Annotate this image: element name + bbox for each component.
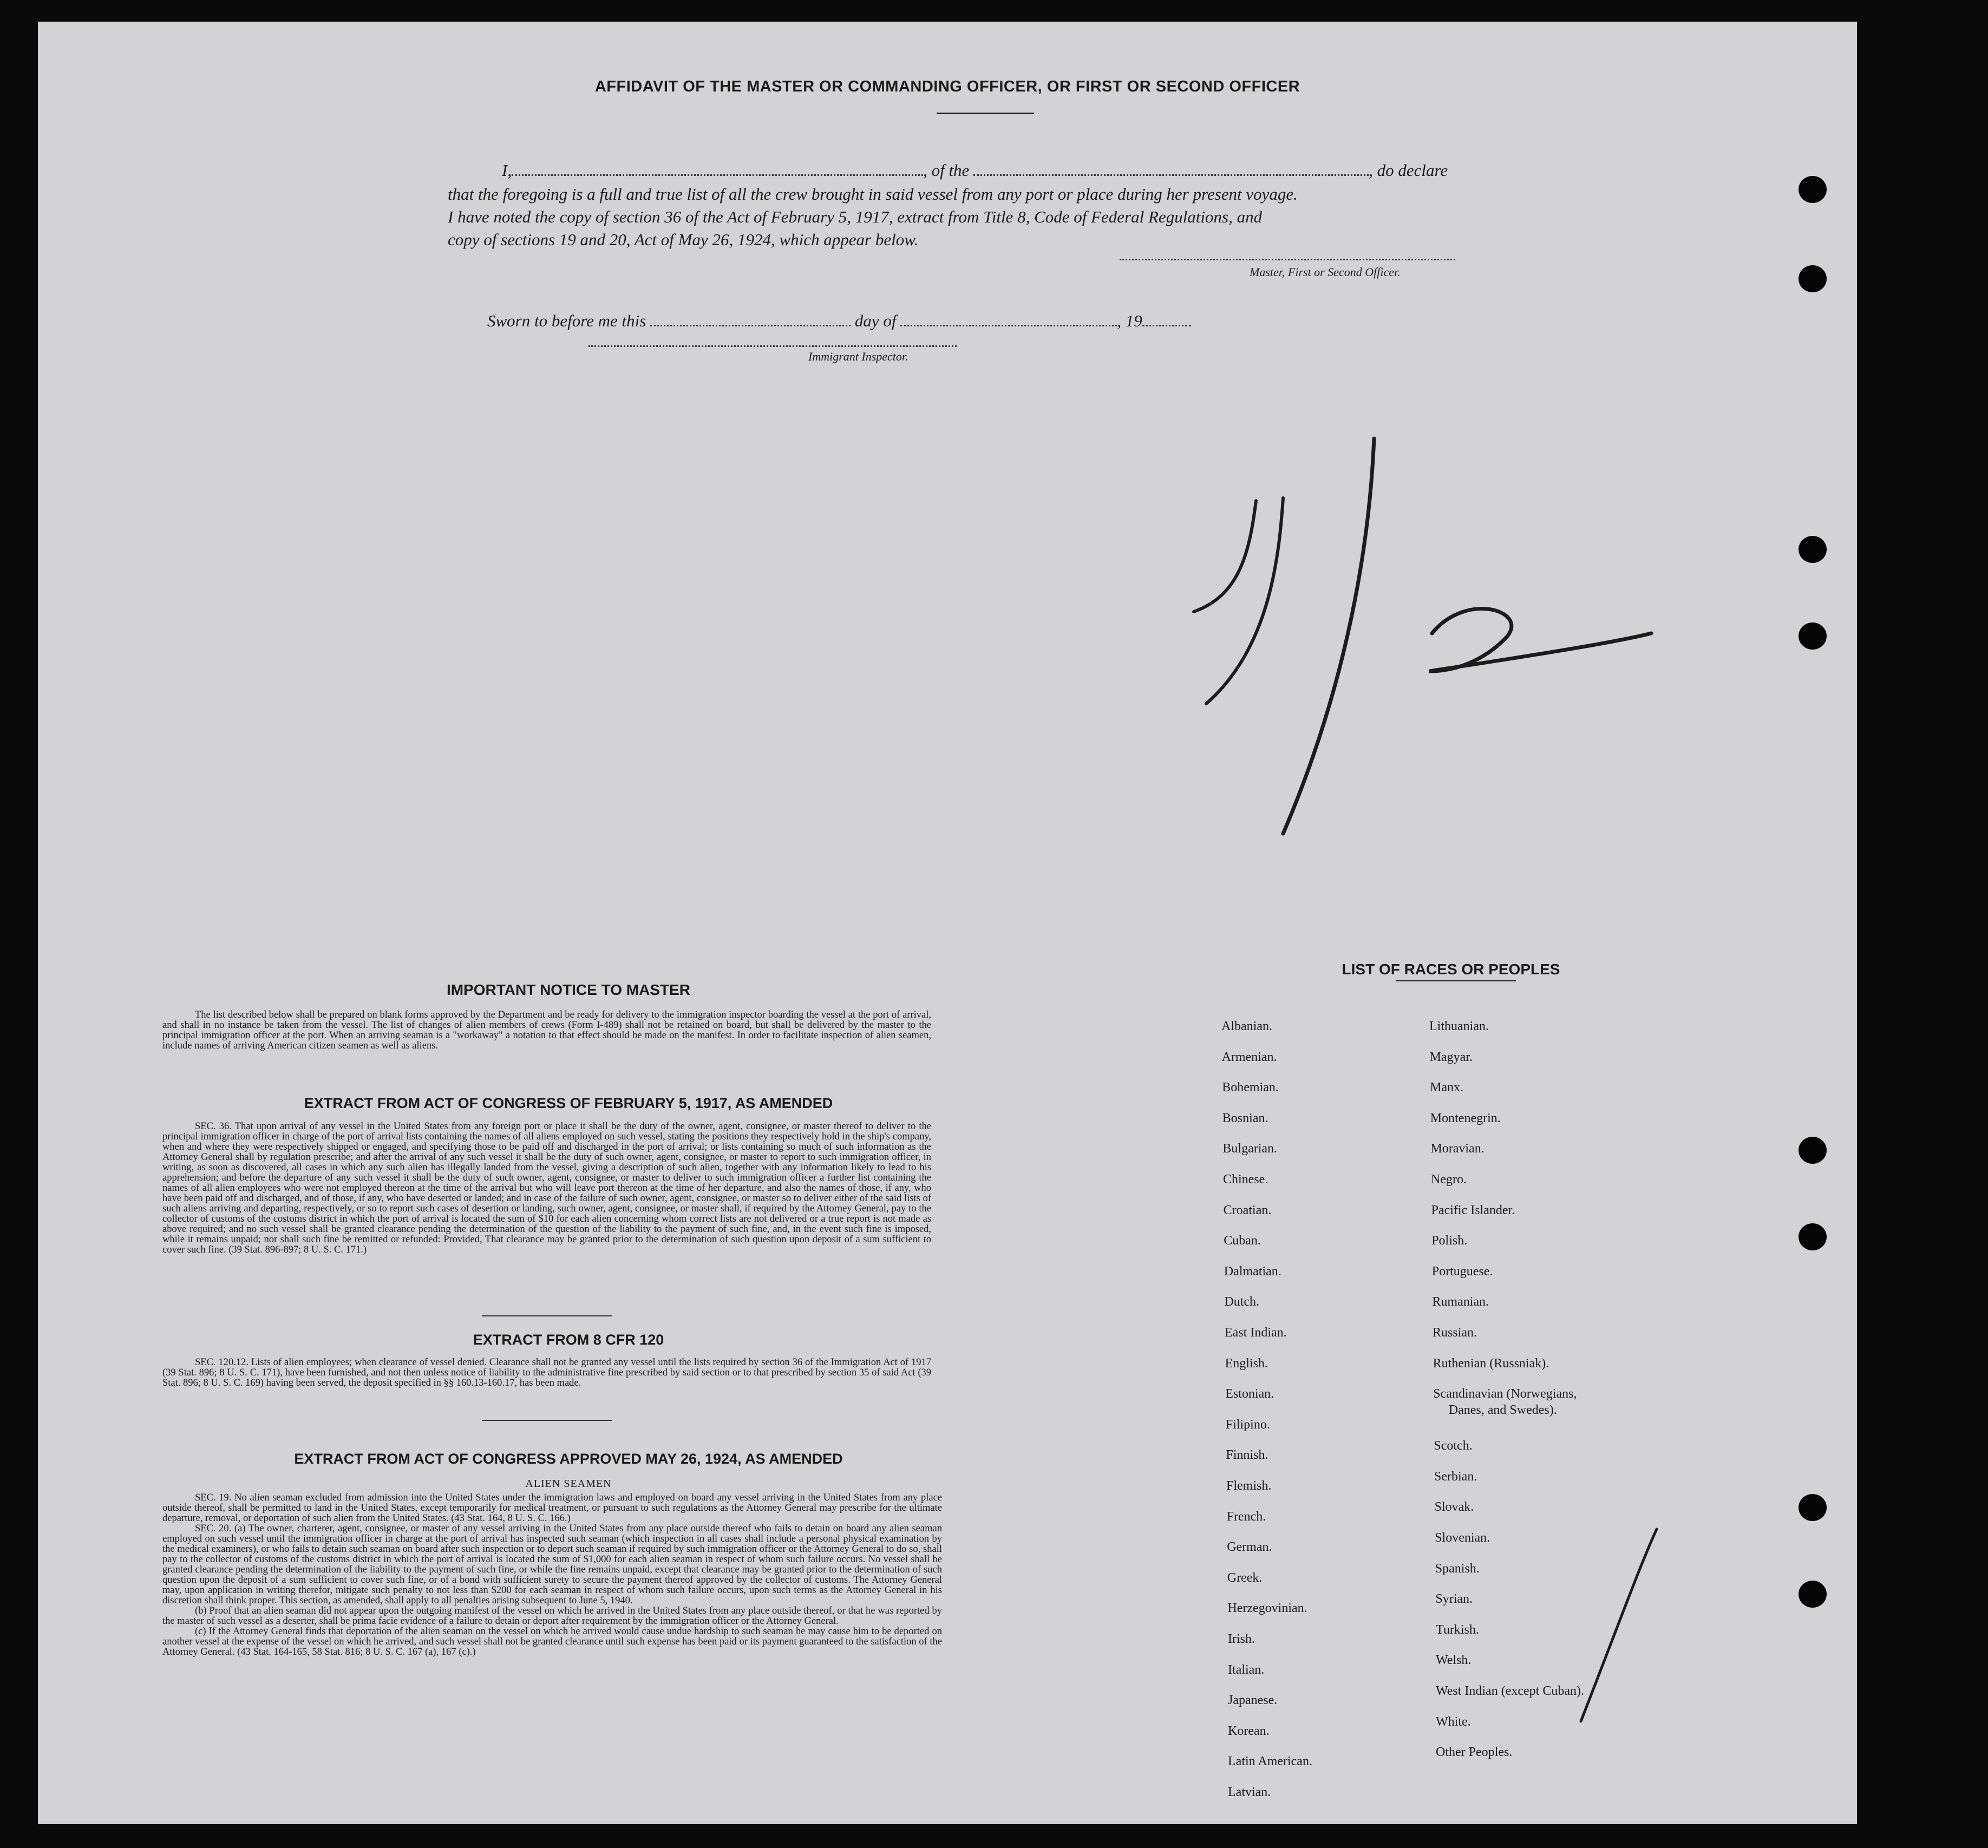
section-20c-text: (c) If the Attorney General finds that deportation of the alien seaman on the vessel on which he arrived would cause undue hardship to such seaman he may cause him to be deported on another vessel at the expense of the vessel on which he arrived, and such vessel shall not be granted clearance until such expense has been paid or its payment guaranteed to the satisfaction of the Attorney General. (43 Stat. 164-165, 58 Stat. 816; 8 U. S. C. 167 (a), 167 (c).) [162, 1626, 942, 1657]
race-item: Russian. [1433, 1326, 1477, 1340]
race-item: Portuguese. [1431, 1264, 1493, 1279]
section-20b-text: (b) Proof that an alien seaman did not appear upon the outgoing manifest of the vessel on which he arrived in the United States from any place outside thereof, or that he was reported by the master of such vessel as a deserter, shall be prima facie evidence of a failure to detain or deport after requirement by the immigration officer or the Attorney General. [162, 1605, 942, 1627]
affidavit-title: AFFIDAVIT OF THE MASTER OR COMMANDING OFFICER, OR FIRST OR SECOND OFFICER [594, 78, 1300, 95]
race-item: Slovak. [1434, 1500, 1474, 1515]
year-text: , 19 [1117, 311, 1142, 330]
notice-text: The list described below shall be prepared on blank forms approved by the Department and be ready for delivery to the immigration inspector boarding the vessel at the port of arrival, and shall in no instance be taken from the vessel. The list of changes of alien members of crews (Form I-489) shall not be retained on board, but shall be delivered by the master to the principal immigration officer at the port. When an arriving seaman is a "workaway" a notation to that effect should be made on the manifest. In order to facilitate inspection of alien seamen, include names of arriving American citizen seamen as well as aliens. [162, 1010, 931, 1051]
punch-hole [1799, 1223, 1827, 1250]
punch-hole [1799, 265, 1827, 292]
inspector-label: Immigrant Inspector. [808, 350, 908, 363]
race-item: Finnish. [1226, 1448, 1268, 1463]
affidavit-i: I, [502, 161, 512, 180]
race-item: Flemish. [1226, 1479, 1272, 1493]
race-item: French. [1226, 1509, 1266, 1524]
race-item: Welsh. [1436, 1653, 1472, 1668]
divider-2 [482, 1420, 612, 1421]
race-item: Ruthenian (Russniak). [1433, 1356, 1549, 1371]
race-item: Montenegrin. [1430, 1111, 1501, 1125]
affidavit-of-the: , of the [923, 161, 970, 180]
divider-1 [482, 1315, 612, 1316]
punch-hole [1799, 536, 1827, 563]
race-item: Italian. [1228, 1662, 1265, 1677]
race-item: Pacific Islander. [1431, 1203, 1515, 1217]
punch-hole [1799, 1137, 1827, 1164]
race-item: Cuban. [1224, 1234, 1261, 1248]
race-item: Polish. [1431, 1234, 1468, 1248]
race-item: Slovenian. [1435, 1531, 1490, 1545]
affidavit-line-3: I have noted the copy of section 36 of the Act of February 5, 1917, extract from Title 8, Code of Federal Regulations, and [448, 207, 1263, 226]
race-item: Herzegovinian. [1227, 1601, 1307, 1616]
race-item: Japanese. [1228, 1693, 1278, 1708]
race-item: Korean. [1228, 1724, 1270, 1738]
race-item: Serbian. [1434, 1469, 1477, 1484]
race-item: Dutch. [1224, 1295, 1260, 1309]
section-20a-text: SEC. 20. (a) The owner, charterer, agent, consignee, or master of any vessel arriving in the United States from any place outside thereof who fails to detain on board any alien seaman employed on such vessel until the immigration officer in charge at the port of arrival has inspected such seaman (which inspection in all cases shall include a personal physical examination by the medical examiners), or who fails to detain such seaman on board after such inspection or to deport such seaman if required by such immigration officer or the Attorney General to do so, shall pay to the collector of customs of the customs district in which the port of arrival is located the sum of $1,000 for each alien seaman in respect of whom such failure occurs. No vessel shall be granted clearance pending the determination of the liability to the payment of such fine, or while the fine remains unpaid, except that clearance may be granted prior to the determination of such question upon the deposit of a sum sufficient to cover such fine, or of a bond with sufficient surety to secure the payment thereof approved by the collector of customs. The Attorney General may, upon application in writing therefor, mitigate such penalty to not less than $200 for each seaman in respect of whom such failure occurs, upon such terms as the Attorney General in his discretion shall think proper. This section, as amended, shall apply to all penalties arising subsequent to June 5, 1940. [162, 1523, 942, 1606]
affidavit-line-4: copy of sections 19 and 20, Act of May 26, 1924, which appear below. [448, 230, 919, 249]
race-item: Estonian. [1225, 1387, 1274, 1401]
race-item: Irish. [1228, 1632, 1255, 1646]
extract-1917-title: EXTRACT FROM ACT OF CONGRESS OF FEBRUARY 5, 1917, AS AMENDED [304, 1095, 833, 1111]
race-item: Magyar. [1429, 1050, 1473, 1064]
affidavit-do-declare: , do declare [1369, 161, 1448, 180]
race-item: Albanian. [1221, 1019, 1272, 1033]
race-item: Turkish. [1436, 1622, 1479, 1637]
extract-cfr-title: EXTRACT FROM 8 CFR 120 [473, 1332, 664, 1348]
punch-hole [1799, 1494, 1827, 1521]
race-item: Croatian. [1223, 1203, 1272, 1217]
race-item: Scandinavian (Norwegians, [1433, 1387, 1577, 1401]
race-item: Manx. [1430, 1080, 1464, 1095]
extract-1924-title: EXTRACT FROM ACT OF CONGRESS APPROVED MAY 26, 1924, AS AMENDED [294, 1451, 843, 1467]
race-item: Armenian. [1221, 1050, 1277, 1064]
race-item: Lithuanian. [1429, 1019, 1489, 1033]
races-title-rule [1396, 980, 1516, 981]
race-item: German. [1227, 1540, 1272, 1555]
handwritten-fraction-mark [1194, 438, 1651, 834]
race-item: Filipino. [1225, 1417, 1270, 1432]
race-item: Greek. [1227, 1570, 1263, 1585]
race-item: Moravian. [1430, 1142, 1485, 1156]
race-item: Bosnian. [1222, 1111, 1268, 1125]
sworn-text: Sworn to before me this [487, 311, 646, 330]
master-label: Master, First or Second Officer. [1250, 265, 1401, 279]
race-item: Latin American. [1228, 1754, 1312, 1769]
section-19-text: SEC. 19. No alien seaman excluded from admission into the United States under the immigration laws and employed on board any vessel arriving in the United States from any place outside thereof, shall be permitted to land in the United States, except temporarily for medical treatment, or pursuant to such regulations as the Attorney General may prescribe for the ultimate departure, removal, or deportation of such alien from the United States. (43 Stat. 164, 8 U. S. C. 166.) [162, 1492, 942, 1524]
race-item: Danes, and Swedes). [1448, 1403, 1557, 1418]
races-title: LIST OF RACES OR PEOPLES [1342, 961, 1560, 978]
punch-hole [1799, 622, 1827, 650]
race-item: Dalmatian. [1224, 1264, 1281, 1279]
affidavit-line-2: that the foregoing is a full and true list of all the crew brought in said vessel from any port or place during her present voyage. [448, 185, 1298, 204]
race-item: Scotch. [1434, 1439, 1473, 1453]
race-item: White. [1436, 1714, 1471, 1729]
document-page [38, 22, 1857, 1824]
day-of-text: day of [854, 311, 897, 330]
race-item: Negro. [1431, 1172, 1467, 1187]
race-item: Chinese. [1223, 1172, 1268, 1187]
extract-1924-body [162, 1493, 942, 1657]
extract-cfr-text: SEC. 120.12. Lists of alien employees; when clearance of vessel denied. Clearance shall not be granted any vessel until the lists required by section 36 of the Immigration Act of 1917 (39 Stat. 896; 8 U. S. C. 171), have been furnished, and not then unless notice of liability to the administrative fine prescribed by said section or to that prescribed by section 35 of said Act (39 Stat. 896; 8 U. S. C. 169) having been served, the deposit specified in §§ 160.13-160.17, has been made. [162, 1357, 931, 1388]
race-item: Other Peoples. [1436, 1745, 1513, 1760]
extract-1917-text: SEC. 36. That upon arrival of any vessel in the United States from any foreign port or place it shall be the duty of the owner, agent, consignee, or master thereof to deliver to the principal immigration officer in charge of the port of arrival lists containing the names of all aliens employed on such vessel, stating the positions they respectively hold in the ship's company, when and where they were respectively shipped or engaged, and specifying those to be paid off and discharged in the port of arrival; or lists containing so much of such information as the Attorney General shall by regulation prescribe; and after the arrival of any such vessel it shall be the duty of such owner, agent, consignee, or master to report to such immigration officer, in writing, as soon as discovered, all cases in which any such alien has illegally landed from the vessel, giving a description of such alien, together with any information likely to lead to his apprehension; and before the departure of any such vessel it shall be the duty of such owner, agent, consignee, or master to deliver to such immigration officer a further list containing the names of all alien employees who were not employed thereon at the time of the arrival but who will leave port thereon at the time of her departure, and also the names of those, if any, who have been paid off and discharged, and of those, if any, who have deserted or landed; and in case of the failure of such owner, agent, consignee, or master so to deliver either of the said lists of such aliens arriving and departing, respectively, or so to report such cases of desertion or landing, such owner, agent, consignee, or master shall, if required by the Attorney General, pay to the collector of customs of the costoms district in which the port of arrival is located the sum of $10 for each alien concerning whom correct lists are not delivered or a true report is not made as above required; and no such vessel shall be granted clearance pending the determination of the question of the liability to the payment of such fine, and, in the event such fine is imposed, while it remains unpaid; nor shall such fine be remitted or refunded: Provided, That clearance may be granted prior to the determination of such question upon deposit of a sum sufficient to cover such fine. (39 Stat. 896-897; 8 U. S. C. 171.) [162, 1121, 931, 1255]
punch-hole [1799, 1581, 1827, 1608]
handwritten-stroke-mark [1581, 1529, 1657, 1721]
notice-title: IMPORTANT NOTICE TO MASTER [446, 981, 691, 998]
race-item: Syrian. [1435, 1592, 1473, 1607]
race-item: Latvian. [1228, 1785, 1271, 1799]
race-item: Bulgarian. [1222, 1142, 1278, 1156]
race-item: Bohemian. [1222, 1080, 1279, 1095]
race-item: East Indian. [1225, 1326, 1287, 1340]
race-item: Rumanian. [1432, 1295, 1489, 1309]
punch-hole [1799, 176, 1827, 203]
race-item: West Indian (except Cuban). [1436, 1684, 1584, 1698]
alien-seamen-subtitle: ALIEN SEAMEN [525, 1478, 612, 1490]
race-item: English. [1225, 1356, 1268, 1371]
race-item: Spanish. [1435, 1561, 1480, 1576]
